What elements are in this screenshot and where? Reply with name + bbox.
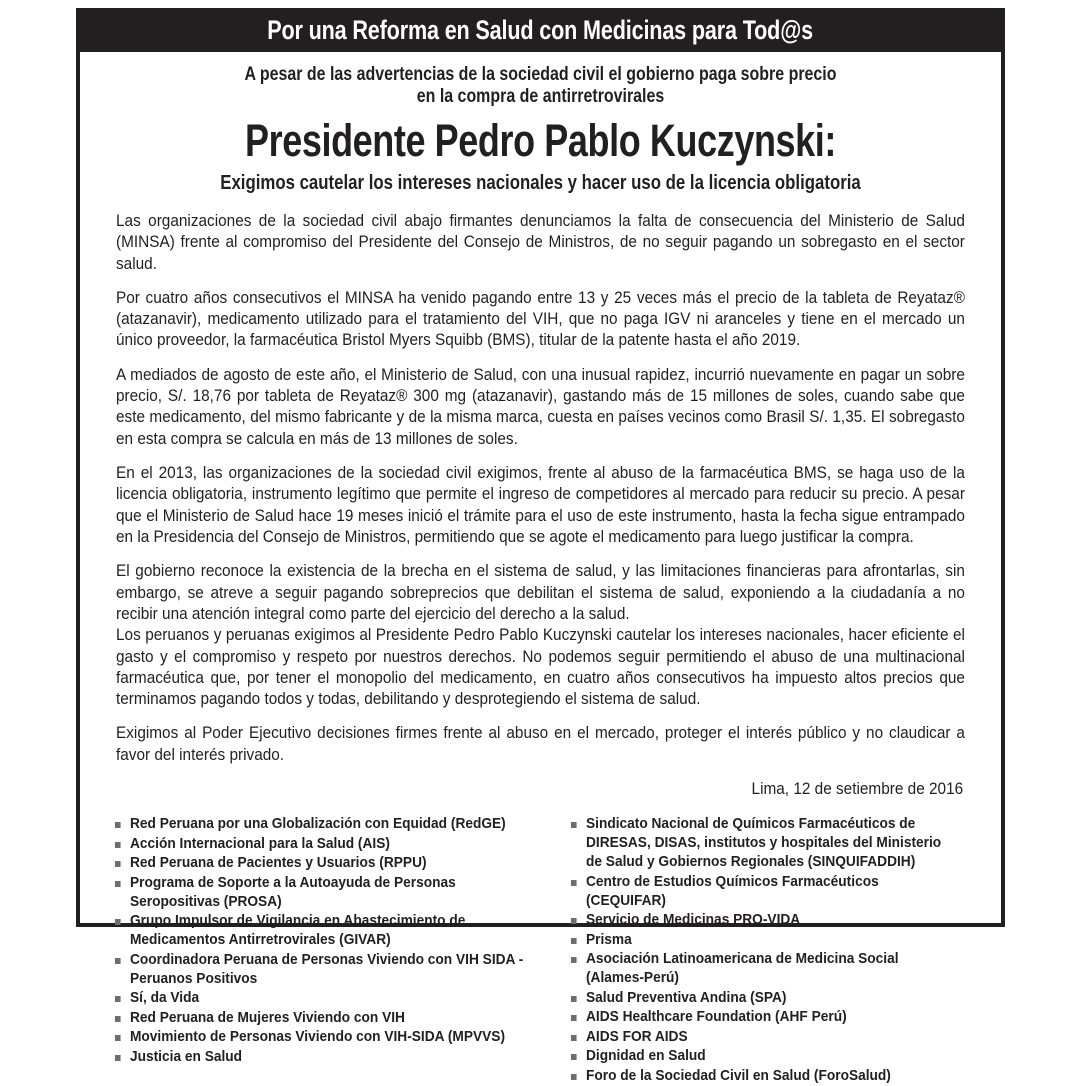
headline-block (80, 52, 1001, 198)
signatory-item (114, 815, 528, 834)
square-bullet-icon (571, 880, 577, 886)
signatory-label: Sindicato Nacional de Químicos Farmacéuticos de DIRESAS, DISAS, institutos y hospitales del Ministerio de Salud y Gobiernos Regionales (SINQUIFADDIH) (585, 816, 942, 871)
square-bullet-icon (115, 919, 121, 925)
signatory-item (570, 950, 947, 988)
square-bullet-icon (115, 881, 121, 887)
square-bullet-icon (115, 1016, 121, 1022)
page-subtitle: Exigimos cautelar los intereses nacionales y hacer uso de la licencia obligatoria (220, 171, 861, 194)
signatory-label: Salud Preventiva Andina (SPA) (585, 989, 787, 1006)
square-bullet-icon (115, 842, 121, 848)
signatory-label: Movimiento de Personas Viviendo con VIH-SIDA (MPVVS) (129, 1029, 506, 1046)
dateline: Lima, 12 de setiembre de 2016 (751, 779, 964, 799)
signatory-item (570, 989, 947, 1008)
square-bullet-icon (115, 822, 121, 828)
signatory-list-left (114, 815, 554, 1066)
signatory-item (114, 951, 528, 989)
signatory-item (570, 1008, 947, 1027)
signatory-item (114, 912, 528, 950)
signatory-label: Servicio de Medicinas PRO-VIDA (585, 912, 801, 929)
square-bullet-icon (115, 996, 121, 1002)
signatory-item (570, 1028, 947, 1047)
signatory-list-right (570, 815, 971, 1085)
signatory-label: Asociación Latinoamericana de Medicina Social (Alames-Perú) (585, 951, 899, 987)
paragraph-3: A mediados de agosto de este año, el Ministerio de Salud, con una inusual rapidez, incurrió nuevamente en pagar un sobre precio, S/. 18,76 por tableta de Reyataz® 300 mg (atazanavir), gastando más de 15 millones de soles, cuando sabe que este medicamento, del mismo fabricante y de la misma marca, cuesta en países vecinos como Brasil S/. 1,35. El sobregasto en esta compra se calcula en más de 13 millones de soles. (116, 364, 965, 448)
kicker-line-2: en la compra de antirretrovirales (416, 85, 665, 107)
signatory-label: Red Peruana de Pacientes y Usuarios (RPPU) (129, 855, 427, 872)
signatory-label: Programa de Soporte a la Autoayuda de Personas Seropositivas (PROSA) (129, 874, 456, 910)
square-bullet-icon (115, 861, 121, 867)
square-bullet-icon (571, 1015, 577, 1021)
paragraph-1: Las organizaciones de la sociedad civil abajo firmantes denunciamos la falta de consecuencia del Ministerio de Salud (MINSA) frente al compromiso del Presidente del Consejo de Ministros, de no seguir pagando un sobregasto en el sector salud. (116, 210, 965, 273)
paragraph-5: El gobierno reconoce la existencia de la brecha en el sistema de salud, y las limitaciones financieras para afrontarlas, sin embargo, se atreve a seguir pagando sobreprecios que debilitan el sistema de salud, exponiendo a la ciudadanía a no recibir una atención integral como parte del ejercicio del derecho a la salud. (116, 561, 965, 623)
signatory-item (114, 835, 528, 854)
signatory-item (570, 873, 947, 911)
paragraph-6: Los peruanos y peruanas exigimos al Presidente Pedro Pablo Kuczynski cautelar los intereses nacionales, hacer eficiente el gasto y el compromiso y respeto por nuestros derechos. No podemos seguir permitiendo el abuso de una multinacional farmacéutica que, por tener el monopolio del medicamento, en cuatro años consecutivos ha impuesto altos precios que terminamos pagando todos y todas, debilitando y desprotegiendo el sistema de salud. (116, 625, 965, 709)
signatory-item (114, 1048, 528, 1067)
header-banner (76, 8, 1005, 52)
body-copy (80, 198, 1001, 800)
square-bullet-icon (571, 1035, 577, 1041)
square-bullet-icon (571, 918, 577, 924)
paragraph-4: En el 2013, las organizaciones de la sociedad civil exigimos, frente al abuso de la farmacéutica BMS, se haga uso de la licencia obligatoria, instrumento legítimo que permite el ingreso de competidores al mercado para reducir su precio. A pesar que el Ministerio de Salud hace 19 meses inició el trámite para el uso de este instrumento, hasta la fecha sigue entrampado en la Presidencia del Consejo de Ministros, permitiendo que se agote el medicamento para luego justificar la compra. (116, 463, 965, 546)
signatory-item (114, 854, 528, 873)
signatory-item (570, 1067, 947, 1086)
signatory-label: Coordinadora Peruana de Personas Viviendo con VIH SIDA - Peruanos Positivos (129, 951, 524, 987)
signatories-right-column (570, 815, 971, 1086)
banner-title: Por una Reforma en Salud con Medicinas para Tod@s (267, 14, 814, 45)
signatory-label: Sí, da Vida (129, 990, 200, 1007)
signatory-label: Grupo Impulsor de Vigilancia en Abastecimiento de Medicamentos Antirretrovirales (GIVAR) (129, 913, 466, 949)
signatory-item (114, 874, 528, 912)
page-title: Presidente Pedro Pablo Kuczynski: (245, 115, 836, 167)
square-bullet-icon (115, 1035, 121, 1041)
signatory-label: Acción Internacional para la Salud (AIS) (129, 835, 390, 852)
signatory-item (570, 815, 947, 872)
signatory-label: Red Peruana por una Globalización con Equidad (RedGE) (129, 816, 506, 833)
signatory-item (114, 989, 528, 1008)
square-bullet-icon (571, 822, 577, 828)
square-bullet-icon (571, 1054, 577, 1060)
square-bullet-icon (571, 957, 577, 963)
square-bullet-icon (115, 958, 121, 964)
square-bullet-icon (571, 1074, 577, 1080)
signatory-label: Centro de Estudios Químicos Farmacéuticos (CEQUIFAR) (585, 873, 879, 909)
signatory-label: AIDS Healthcare Foundation (AHF Perú) (585, 1009, 847, 1026)
signatory-item (570, 1047, 947, 1066)
square-bullet-icon (571, 996, 577, 1002)
paragraph-2: Por cuatro años consecutivos el MINSA ha venido pagando entre 13 y 25 veces más el precio de la tableta de Reyataz® (atazanavir), medicamento utilizado para el tratamiento del VIH, que no paga IGV ni aranceles y tiene en el mercado un único proveedor, la farmacéutica Bristol Myers Squibb (BMS), titular de la patente hasta el año 2019. (116, 287, 965, 350)
signatory-label: AIDS FOR AIDS (585, 1028, 688, 1045)
signatory-label: Dignidad en Salud (585, 1048, 706, 1065)
signatory-label: Justicia en Salud (129, 1048, 243, 1065)
square-bullet-icon (571, 938, 577, 944)
square-bullet-icon (115, 1055, 121, 1061)
signatory-label: Foro de la Sociedad Civil en Salud (ForoSalud) (585, 1067, 891, 1084)
signatory-item (570, 911, 947, 930)
signatories-left-column (114, 815, 554, 1086)
signatory-item (114, 1028, 528, 1047)
signatory-item (570, 931, 947, 950)
signatories-section (80, 799, 1001, 1086)
paragraph-7: Exigimos al Poder Ejecutivo decisiones firmes frente al abuso en el mercado, proteger el interés público y no claudicar a favor del interés privado. (116, 723, 965, 764)
signatory-item (114, 1009, 528, 1028)
announcement-poster (76, 8, 1005, 1084)
kicker-line-1: A pesar de las advertencias de la sociedad civil el gobierno paga sobre precio (244, 64, 837, 85)
signatory-label: Prisma (585, 931, 632, 948)
signatory-label: Red Peruana de Mujeres Viviendo con VIH (129, 1009, 405, 1026)
